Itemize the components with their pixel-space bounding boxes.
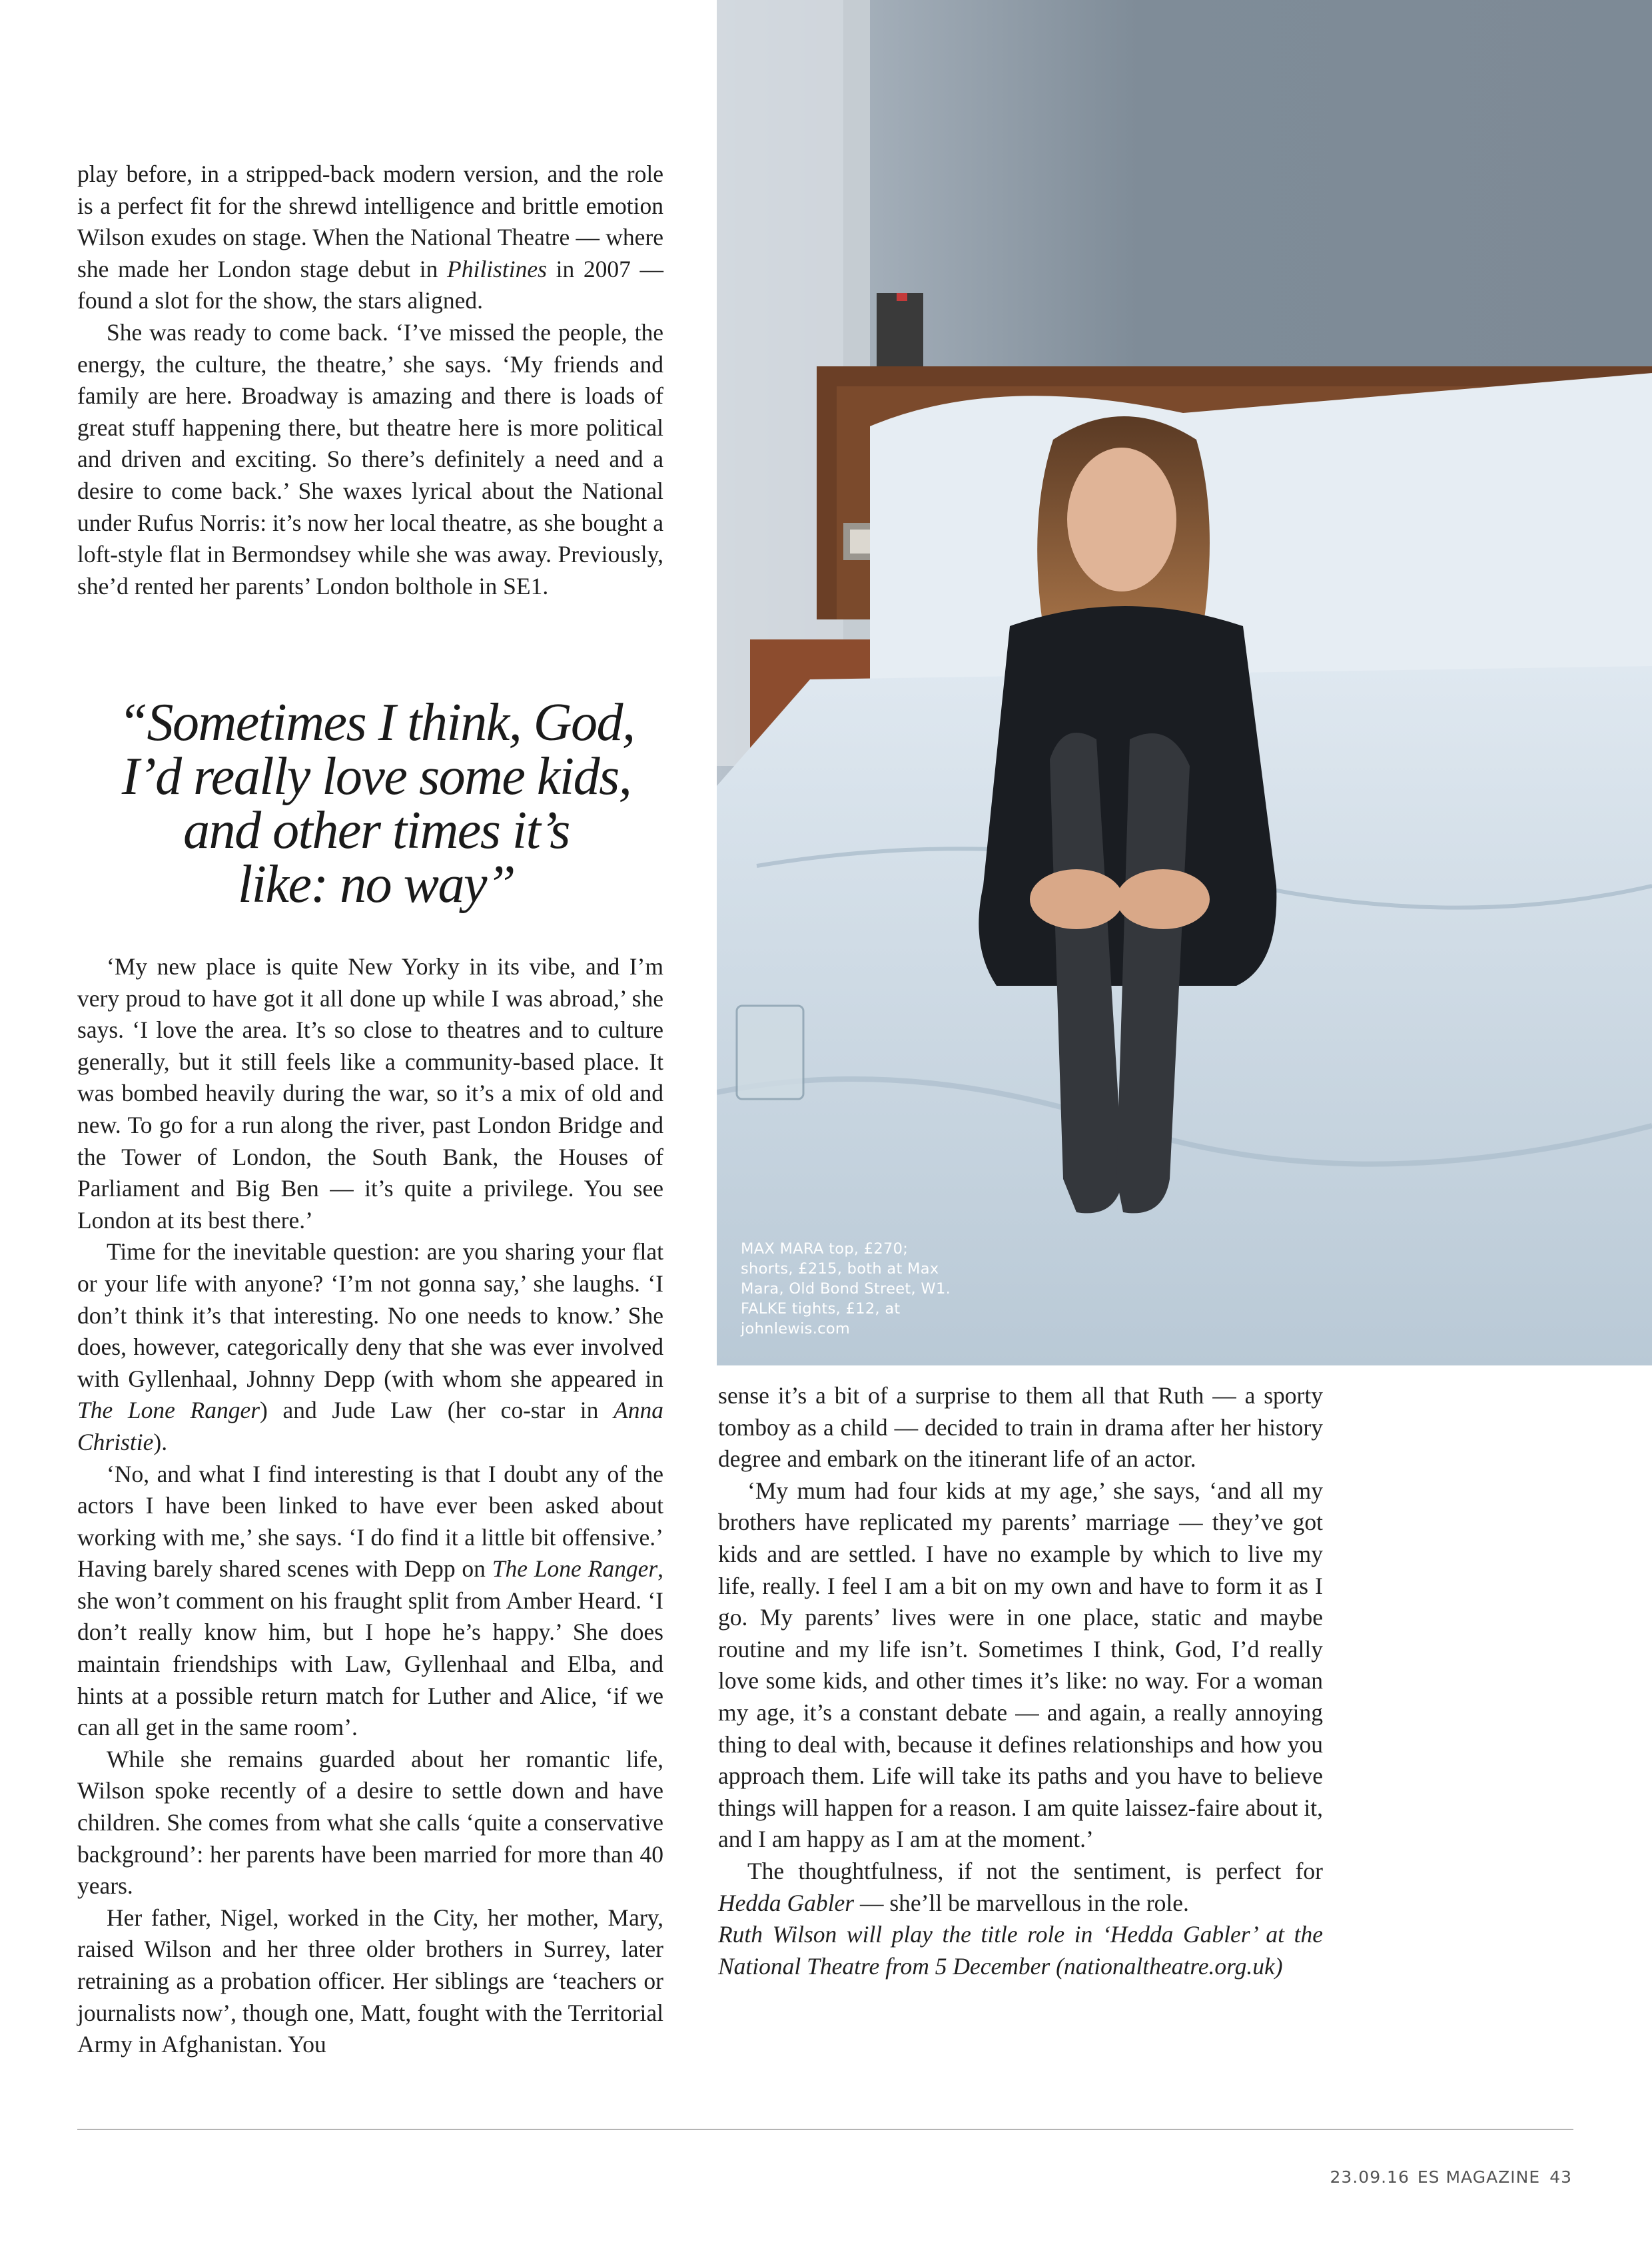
footer-rule [77,2129,1573,2130]
left-column-bottom [77,951,663,2061]
article-paragraph: ‘My mum had four kids at my age,’ she says, ‘and all my brothers have replicated my parents’ marriage — they’ve got kids and are settled. I have no example by which to live my life, really. I feel I am a bit on my own and have to form it as I go. My parents’ lives were in one place, static and maybe routine and my life isn’t. Sometimes I think, God, I’d really love some kids, and other times it’s like: no way. For a woman my age, it’s a constant debate — and again, a really annoying thing to deal with, because it defines relationships and how you approach them. Life will take its paths and you have to believe things will happen for a reason. I am quite laissez-faire about it, and I am happy as I am at the moment.’ [718,1477,1323,1853]
article-paragraph: ‘No, and what I find interesting is that I doubt any of the actors I have been linked to have ever been asked about working with me,’ she says. ‘I do find it a little bit offensive.’ Having barely shared scenes with Depp on The Lone Ranger, she won’t comment on his fraught split from Amber Heard. ‘I don’t really know him, but I hope he’s happy.’ She does maintain friendships with Law, Gyllenhaal and Elba, and hints at a possible return match for Luther and Alice, ‘if we can all get in the same room’. [77,1460,664,1741]
production-credit: Ruth Wilson will play the title role in ‘Hedda Gabler’ at the National Theatre from 5 December (nationaltheatre.org.uk) [718,1921,1323,1980]
right-column [718,1380,1323,1982]
pull-quote: “Sometimes I think, God, I’d really love some kids, and other times it’s like: no way” [118,693,635,914]
issue-date: 23.09.16 [1330,2167,1410,2187]
page-number: 43 [1549,2167,1572,2187]
publication-name: ES MAGAZINE [1417,2167,1541,2187]
article-paragraph: She was ready to come back. ‘I’ve missed the people, the energy, the culture, the theatre,’ she says. ‘My friends and family are here. Broadway is amazing and there is loads of great stuff happening there, but theatre here is more political and driven and exciting. So there’s definitely a need and a desire to come back.’ She waxes lyrical about the National under Rufus Norris: it’s now her local theatre, as she bought a loft-style flat in Bermondsey while she was away. Previously, she’d rented her parents’ London bolthole in SE1. [77,318,663,599]
photo-illustration [717,0,1652,1365]
article-paragraph: play before, in a stripped-back modern version, and the role is a perfect fit for the shrewd intelligence and brittle emotion Wilson exudes on stage. When the National Theatre — where she made her London stage debut in Philistines in 2007 — found a slot for the show, the stars aligned. [77,161,664,314]
article-paragraph: The thoughtfulness, if not the sentiment, is perfect for Hedda Gabler — she’ll be marvellous in the role. [718,1857,1323,1916]
left-column-top [77,159,663,602]
photo-caption: MAX MARA top, £270; shorts, £215, both at Max Mara, Old Bond Street, W1. FALKE tights, £12, at johnlewis.com [741,1240,951,1337]
portrait-photo [717,0,1652,1365]
page-footer [1330,2167,1572,2187]
article-paragraph: While she remains guarded about her romantic life, Wilson spoke recently of a desire to settle down and have children. She comes from what she calls ‘quite a conservative background’: her parents have been married for more than 40 years. [77,1745,663,1900]
article-paragraph: sense it’s a bit of a surprise to them all that Ruth — a sporty tomboy as a child — decided to train in drama after her history degree and embark on the itinerant life of an actor. [718,1382,1323,1473]
article-paragraph: ‘My new place is quite New Yorky in its vibe, and I’m very proud to have got it all done up while I was abroad,’ she says. ‘I love the area. It’s so close to theatres and to culture generally, but it still feels like a community-based place. It was bombed heavily during the war, so it’s a mix of old and new. To go for a run along the river, past London Bridge and the Tower of London, the South Bank, the Houses of Parliament and Big Ben — it’s quite a privilege. You see London at its best there.’ [77,953,663,1234]
article-paragraph: Time for the inevitable question: are you sharing your flat or your life with anyone? ‘I’m not gonna say,’ she laughs. ‘I don’t think it’s that interesting. No one needs to know.’ She does, however, categorically deny that she was ever involved with Gyllenhaal, Johnny Depp (with whom she appeared in The Lone Ranger) and Jude Law (her co-star in Anna Christie). [77,1238,663,1455]
article-paragraph: Her father, Nigel, worked in the City, her mother, Mary, raised Wilson and her three older brothers in Surrey, later retraining as a probation officer. Her siblings are ‘teachers or journalists now’, though one, Matt, fought with the Territorial Army in Afghanistan. You [77,1904,663,2058]
